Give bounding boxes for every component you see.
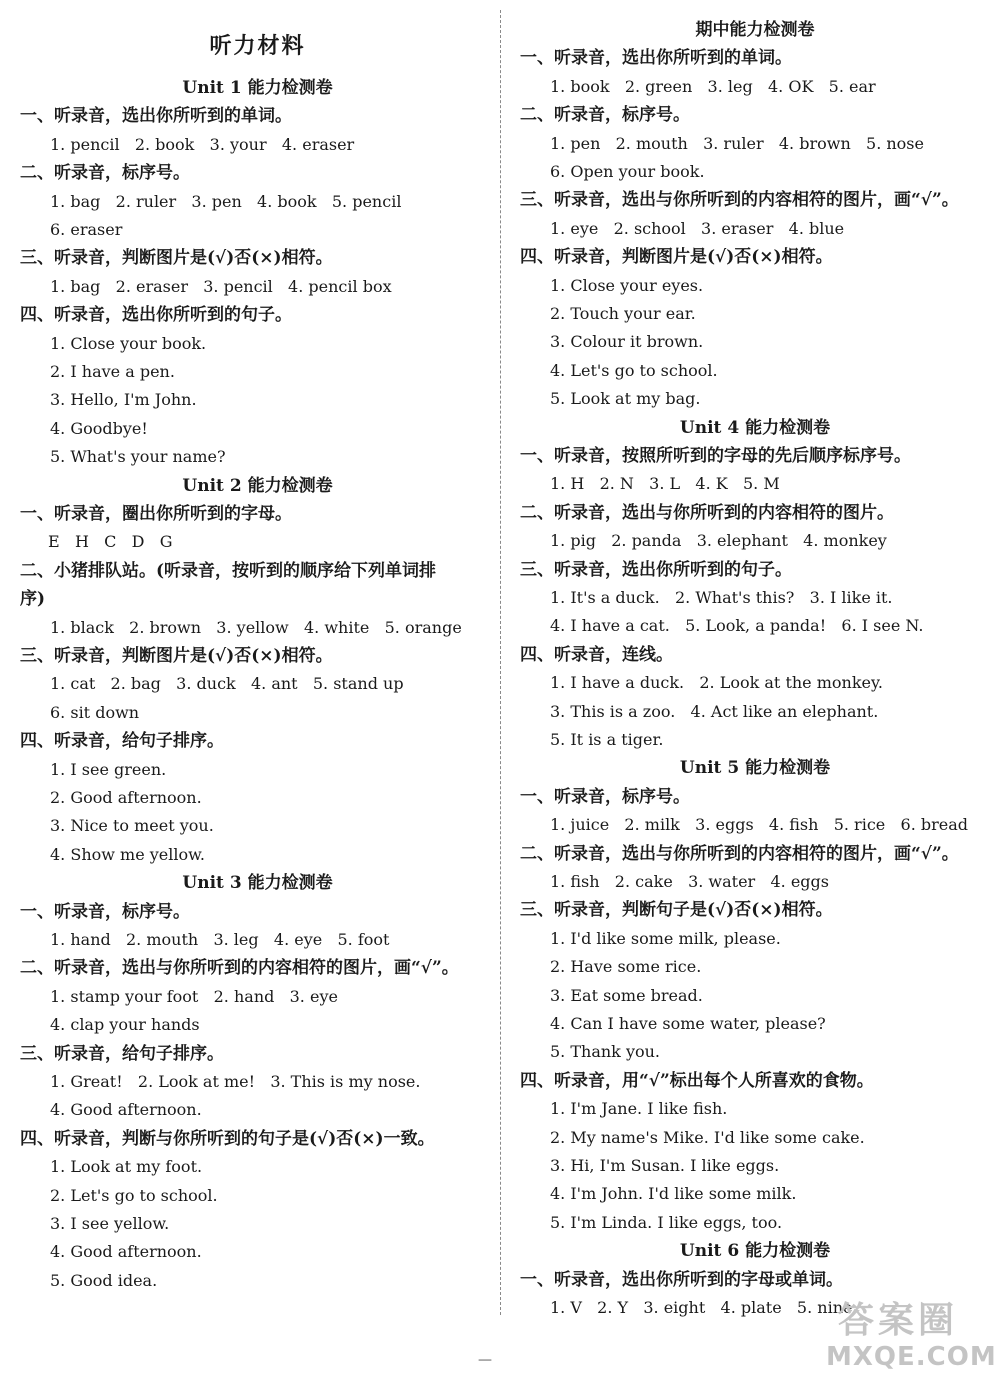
question-heading: 三、听录音，给句子排序。 — [20, 1043, 224, 1064]
answer-line: 4. Good afternoon. — [50, 1100, 202, 1120]
answer-line: 4. Goodbye! — [50, 418, 148, 438]
answer-line: 1. black 2. brown 3. yellow 4. white 5. orange — [50, 617, 462, 637]
question-heading: 三、听录音，判断图片是(√)否(×)相符。 — [20, 248, 333, 269]
answer-line: 3. Eat some bread. — [550, 985, 703, 1005]
question-heading: 二、听录音，标序号。 — [520, 105, 690, 126]
question-heading: 四、听录音，判断图片是(√)否(×)相符。 — [520, 247, 833, 268]
answer-line: 1. I have a duck. 2. Look at the monkey. — [550, 673, 884, 693]
answer-line: 1. Close your eyes. — [550, 275, 704, 295]
question-heading: 四、听录音，连线。 — [520, 644, 673, 665]
answer-line: 3. Hello, I'm John. — [50, 390, 197, 410]
answer-line: 1. H 2. N 3. L 4. K 5. M — [550, 474, 780, 494]
question-heading: 二、听录音，选出与你所听到的内容相符的图片，画“√”。 — [20, 958, 459, 979]
answer-line: 5. It is a tiger. — [550, 730, 664, 749]
answer-line: 4. Let's go to school. — [550, 360, 718, 380]
section-heading: Unit 6 能力检测卷 — [679, 1241, 831, 1262]
question-heading: 二、听录音，选出与你所听到的内容相符的图片，画“√”。 — [520, 843, 959, 864]
question-heading: 一、听录音，标序号。 — [520, 786, 690, 807]
answer-line: 3. I see yellow. — [50, 1214, 170, 1233]
answer-line: 4. clap your hands — [50, 1015, 200, 1035]
answer-line: 3. Hi, I'm Susan. I like eggs. — [550, 1156, 780, 1175]
answer-line: 1. book 2. green 3. leg 4. OK 5. ear — [550, 76, 876, 96]
answer-line: 4. Show me yellow. — [50, 844, 206, 864]
answer-line: 1. fish 2. cake 3. water 4. eggs — [550, 872, 829, 891]
answer-line: 6. Open your book. — [550, 162, 705, 181]
watermark-url: MXQE.COM — [826, 1342, 997, 1372]
answer-line: 5. Good idea. — [50, 1270, 158, 1290]
question-heading: 一、听录音，标序号。 — [20, 901, 190, 922]
question-heading: 一、听录音，选出你所听到的单词。 — [520, 48, 792, 69]
answer-line: 4. Good afternoon. — [50, 1242, 202, 1262]
answer-line: 5. Thank you. — [550, 1042, 661, 1062]
question-heading: 四、听录音，给句子排序。 — [20, 731, 224, 752]
watermark-logo — [820, 1290, 1000, 1387]
answer-line: 4. I have a cat. 5. Look, a panda! 6. I see N. — [550, 616, 924, 636]
answer-line: 1. cat 2. bag 3. duck 4. ant 5. stand up — [50, 674, 404, 694]
question-heading: 一、听录音，选出你所听到的单词。 — [20, 106, 292, 127]
answer-line: 1. bag 2. ruler 3. pen 4. book 5. pencil — [50, 191, 402, 211]
question-heading: 一、听录音，圈出你所听到的字母。 — [20, 504, 292, 524]
answer-line: 1. Great! 2. Look at me! 3. This is my nose. — [50, 1072, 421, 1091]
question-heading: 序) — [20, 589, 46, 610]
answer-line: 2. Let's go to school. — [50, 1185, 218, 1205]
answer-line: 1. pig 2. panda 3. elephant 4. monkey — [550, 531, 887, 551]
answer-line: 1. It's a duck. 2. What's this? 3. I like it. — [550, 588, 893, 607]
answer-line: 3. Colour it brown. — [550, 332, 704, 352]
answer-line: 6. sit down — [50, 702, 140, 722]
question-heading: 三、听录音，判断图片是(√)否(×)相符。 — [20, 646, 333, 666]
watermark-text: 答案圈 — [838, 1300, 959, 1341]
answer-line: 2. Good afternoon. — [50, 788, 202, 807]
answer-line: E H C D G — [48, 532, 173, 552]
answer-line: 1. stamp your foot 2. hand 3. eye — [50, 986, 338, 1006]
question-heading: 一、听录音，按照所听到的字母的先后顺序标序号。 — [520, 446, 911, 466]
question-heading: 二、听录音，标序号。 — [20, 163, 190, 184]
section-heading: Unit 2 能力检测卷 — [182, 475, 333, 496]
answer-line: 4. I'm John. I'd like some milk. — [550, 1184, 797, 1204]
answer-line: 2. I have a pen. — [50, 362, 175, 381]
answer-line: 1. I see green. — [50, 759, 167, 779]
question-heading: 三、听录音，选出你所听到的句子。 — [520, 559, 792, 580]
answer-line: 1. I'd like some milk, please. — [550, 928, 781, 948]
page-number-mark: — — [478, 1352, 492, 1368]
answer-line: 3. This is a zoo. 4. Act like an elephant. — [550, 701, 879, 721]
question-heading: 三、听录音，判断句子是(√)否(×)相符。 — [520, 900, 833, 921]
answer-line: 5. I'm Linda. I like eggs, too. — [550, 1212, 783, 1232]
section-heading: 期中能力检测卷 — [695, 20, 815, 40]
section-heading: Unit 1 能力检测卷 — [182, 78, 333, 98]
answer-line: 1. eye 2. school 3. eraser 4. blue — [550, 218, 845, 238]
question-heading: 二、小猪排队站。(听录音，按听到的顺序给下列单词排 — [20, 560, 437, 581]
answer-line: 2. Touch your ear. — [550, 304, 696, 323]
answer-line: 1. I'm Jane. I like fish. — [550, 1099, 728, 1119]
answer-line: 5. Look at my bag. — [550, 389, 701, 409]
question-heading: 三、听录音，选出与你所听到的内容相符的图片，画“√”。 — [520, 190, 959, 211]
answer-line: 1. pencil 2. book 3. your 4. eraser — [50, 134, 355, 154]
section-heading: Unit 3 能力检测卷 — [182, 873, 333, 894]
answer-line: 5. What's your name? — [50, 447, 226, 467]
answer-line: 1. hand 2. mouth 3. leg 4. eye 5. foot — [50, 930, 390, 949]
page-title: 听力材料 — [209, 33, 306, 59]
question-heading: 四、听录音，选出你所听到的句子。 — [20, 305, 292, 326]
section-heading: Unit 4 能力检测卷 — [679, 417, 831, 438]
answer-line: 1. bag 2. eraser 3. pencil 4. pencil box — [50, 276, 392, 296]
answer-line: 4. Can I have some water, please? — [550, 1014, 826, 1033]
answer-line: 3. Nice to meet you. — [50, 816, 214, 836]
answer-line: 6. eraser — [50, 220, 123, 239]
answer-line: 1. Look at my foot. — [50, 1157, 203, 1177]
question-heading: 四、听录音，用“√”标出每个人所喜欢的食物。 — [520, 1070, 874, 1091]
answer-line: 1. V 2. Y 3. eight 4. plate 5. nine — [550, 1298, 853, 1317]
question-heading: 四、听录音，判断与你所听到的句子是(√)否(×)一致。 — [20, 1128, 435, 1149]
question-heading: 二、听录音，选出与你所听到的内容相符的图片。 — [520, 502, 894, 523]
section-heading: Unit 5 能力检测卷 — [679, 758, 831, 779]
answer-line: 1. pen 2. mouth 3. ruler 4. brown 5. nose — [550, 133, 924, 153]
column-divider — [500, 10, 501, 1315]
answer-line: 2. Have some rice. — [550, 957, 702, 977]
answer-line: 1. juice 2. milk 3. eggs 4. fish 5. rice 6. bread — [550, 815, 968, 835]
question-heading: 一、听录音，选出你所听到的字母或单词。 — [520, 1269, 843, 1290]
answer-line: 2. My name's Mike. I'd like some cake. — [550, 1127, 865, 1147]
answer-line: 1. Close your book. — [50, 333, 207, 353]
